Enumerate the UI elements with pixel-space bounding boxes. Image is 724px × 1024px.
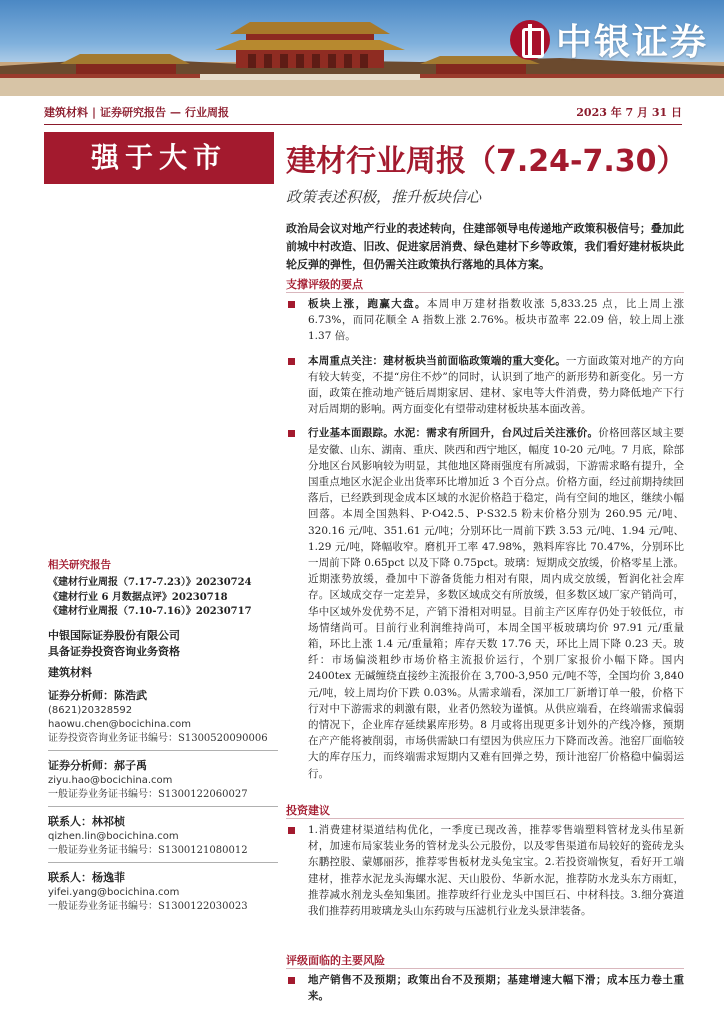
report-meta-bar [44,104,682,122]
meta-subtype: 行业周报 [185,106,230,119]
related-report-link[interactable]: 《建材行业 6 月数据点评》20230718 [48,591,228,603]
brand-name: 中银证券 [555,22,708,63]
invest-points [286,822,684,927]
report-category: 建筑材料 | 证券研究报告 — 行业周报 [44,106,230,119]
bullet-square-icon [288,827,295,834]
bullet-point [286,972,684,1004]
risk-points [286,972,684,1012]
contact-license: 一般证券业务证书编号：S1300122030023 [48,901,248,912]
contact-email[interactable]: yifei.yang@bocichina.com [48,887,180,898]
analyst-name: 证券分析师：陈浩武 [48,689,147,702]
bullet-text: 本周申万建材指数收涨 5,833.25 点，比上周上涨 6.73%，而同花顺全 A 指数上涨 2.76%。板块市盈率 22.09 倍，较上周上涨 1.37 倍。 [308,298,684,343]
divider [48,806,278,807]
section-heading-invest: 投资建议 [286,804,330,817]
divider [286,968,684,969]
bullet-point [286,353,684,418]
contact-block [48,814,278,858]
related-report-link[interactable]: 《建材行业周报（7.10-7.16）》20230717 [48,606,252,617]
meta-sector: 建筑材料 [44,106,88,119]
analyst-phone: (8621)20328592 [48,705,133,716]
contact-name: 联系人：林祁桢 [48,815,125,828]
divider [286,292,684,293]
divider [48,750,278,751]
rating-badge: 强于大市 [44,132,274,184]
company-qualification: 具备证券投资咨询业务资格 [48,645,180,658]
bullet-lead: 本周重点关注：建材板块当前面临政策端的重大变化。 [308,354,566,367]
bullet-square-icon [288,301,295,308]
bank-of-china-logo-icon [510,20,550,60]
analyst-license: 一般证券业务证书编号：S1300122060027 [48,789,248,800]
bullet-lead: 地产销售不及预期；政策出台不及预期；基建增速大幅下滑；成本压力卷土重来。 [308,974,684,1003]
report-title: 建材行业周报（7.24-7.30） [286,144,687,179]
report-date: 2023 年 7 月 31 日 [576,106,682,119]
bullet-point [286,822,684,919]
bullet-square-icon [288,358,295,365]
bullet-lead: 行业基本面跟踪。水泥：需求有所回升，台风过后关注涨价。 [308,427,599,440]
related-reports-heading: 相关研究报告 [48,559,111,571]
divider [44,124,682,125]
report-subtitle: 政策表述积极，推升板块信心 [286,188,482,206]
related-reports [48,557,278,620]
contact-block [48,870,278,914]
analyst-email[interactable]: haowu.chen@bocichina.com [48,719,191,730]
contact-email[interactable]: qizhen.lin@bocichina.com [48,831,179,842]
section-heading-support: 支撑评级的要点 [286,278,363,291]
support-points [286,296,684,790]
analyst-block [48,688,278,746]
company-name: 中银国际证券股份有限公司 [48,629,180,642]
analyst-name: 证券分析师：郝子禹 [48,759,147,772]
divider [286,818,684,819]
bullet-text: 一方面政策对地产的方向有较大转变，不提“房住不炒”的同时，认识到了地产的新形势和新变化。另一方面，政策在推动地产链后周期家居、建材、家电等大件消费，势力降低地产下行对后周期的影响。两方面变化有望带动建材板块基本面改善。 [308,354,684,416]
analyst-block [48,758,278,802]
bullet-square-icon [288,430,295,437]
brand-logo [510,14,708,65]
contact-name: 联系人：杨逸菲 [48,871,125,884]
related-report-link[interactable]: 《建材行业周报（7.17-7.23）》20230724 [48,577,252,588]
bullet-point [286,296,684,345]
contact-license: 一般证券业务证书编号：S1300121080012 [48,845,248,856]
bullet-point [286,425,684,781]
divider [48,862,278,863]
analyst-license: 证券投资咨询业务证书编号：S1300520090006 [48,733,268,744]
report-summary: 政治局会议对地产行业的表述转向，住建部领导电传递地产政策积极信号；叠加此前城中村改造、旧改、促进家居消费、绿色建材下乡等政策，我们看好建材板块此轮反弹的弹性，但仍需关注政策执行落地的具体方案。 [286,222,684,271]
meta-type: 证券研究报告 [100,106,167,119]
header-banner [0,0,724,96]
analyst-email[interactable]: ziyu.hao@bocichina.com [48,775,173,786]
bullet-text: 价格回落区域主要是安徽、山东、湖南、重庆、陕西和西宁地区，幅度 10-20 元/吨。7 月底，除部分地区台风影响较为明显，其他地区降雨强度有所减弱，下游需求略有提升，全国重点地区水泥企业出货率环比增加近 3 个百分点。价格方面，经过前期持续回落后，已经跌到现金成本区域的水泥价格趋于稳定，尚有空间的地区，继续小幅回落。本周全国熟料、P·O42.5、P·S32.5 粉末价格分别为 260.95 元/吨、320.16 元/吨、351.61 元/吨；分别环比一周前下跌 3.53 元/吨、1.94 元/吨、1.29 元/吨，降幅收窄。磨机开工率 47.98%，熟料库容比 70.47%，分别环比一周前下降 0.65pct 以及下降 0.75pct。玻璃：短期成交放缓，价格零星上涨。近期涨势放缓，叠加中下游备货能力相对有限，周内成交放缓，暂润化社会库存。区域成交存一定差异，多数区域成交有所放缓，但多数区域厂家产销尚可，华中区域外发优势不足，产销下滑相对明显。目前主产区库存仍处于较低位，市场情绪尚可。目前行业利润维持尚可，本周全国平板玻璃均价 97.91 元/重量箱，环比上涨 1.4 元/重量箱；库存天数 17.76 天，环比上周下降 0.23 天。玻纤：市场偏淡粗纱市场价格主流报价运行，个别厂家报价小幅下降。国内 2400tex 无碱缠绕直接纱主流报价在 3,700-3,950 元/吨不等，全国均价 3,840 元/吨，较上周均价下跌 0.03%。从需求端看，深加工厂新增订单一般，价格下行对中下游需求的刺激有限，业者仍然较为谨慎。从供应端看，在终端需求偏弱的情况下，企业库存延续累库形势。8 月或将出现更多计划外的产线冷修，预期在产产能将被削弱，市场供需缺口有望因为供应压力下降而改善。池窑厂面临较大的库存压力，而终端需求短期内又难有回弹之势，预计池窑厂价格稳中偏弱运行。 [308,427,684,780]
bullet-square-icon [288,977,295,984]
bullet-text: 1.消费建材渠道结构优化，一季度已现改善，推荐零售端塑料管材龙头伟星新材，加速布局家装业务的管材龙头公元股份，以及零售渠道布局较好的瓷砖龙头东鹏控股、蒙娜丽莎，推荐零售板材龙头兔宝宝。2.若投资端恢复，看好开工端建材，推荐水泥龙头海螺水泥、天山股份、华新水泥，推荐防水龙头东方雨虹，推荐减水剂龙头垒知集团。推荐玻纤行业龙头中国巨石、中材科技。3.细分赛道我们推荐药用玻璃龙头山东药玻与压滤机行业龙头景津装备。 [308,824,684,918]
bullet-lead: 板块上涨，跑赢大盘。 [308,298,427,310]
company-info [48,628,278,660]
section-heading-risk: 评级面临的主要风险 [286,954,385,967]
sector-label: 建筑材料 [48,666,92,679]
